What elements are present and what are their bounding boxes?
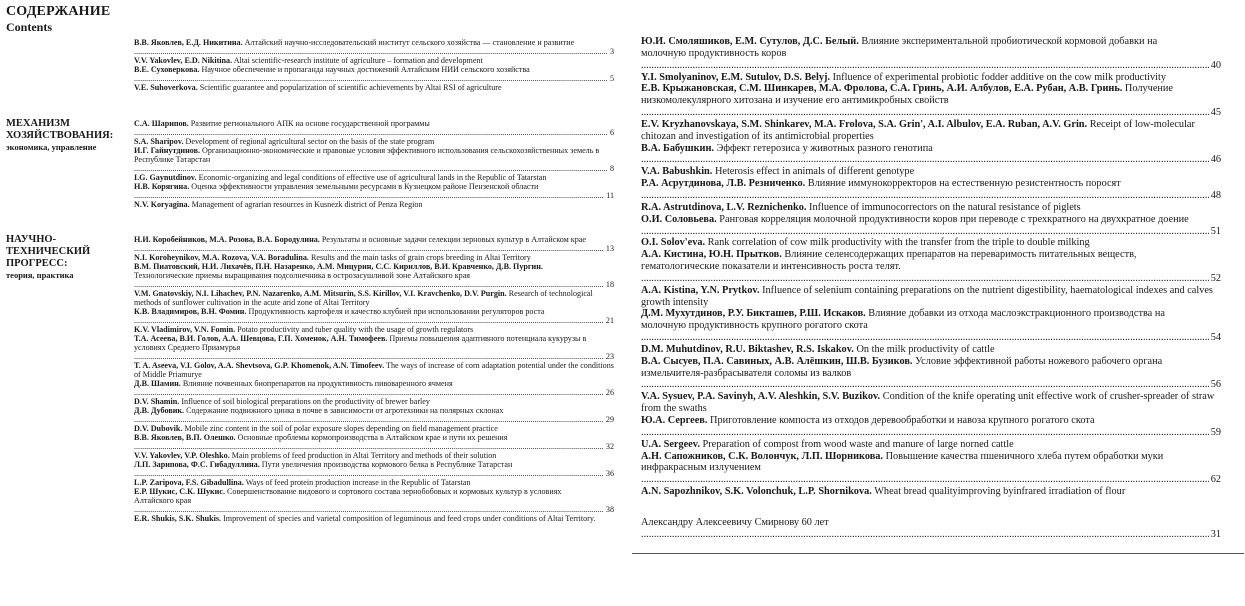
toc-entry-ru xyxy=(641,143,1221,167)
toc-entry-en xyxy=(641,391,1221,415)
section-subtitle: теория, практика xyxy=(6,270,74,280)
toc-entry-authors-ru: К.В. Владимиров, В.Н. Фомин. xyxy=(134,307,247,316)
toc-entry-authors-ru: А.А. Кистина, Ю.Н. Прытков. xyxy=(641,249,782,261)
toc-entry-page: 56 xyxy=(1210,379,1221,391)
toc-entry-en xyxy=(134,514,614,523)
toc-entry-authors-en: D.V. Shamin. xyxy=(134,397,180,406)
toc-entry-page: 13 xyxy=(605,244,614,253)
section-title-line: МЕХАНИЗМ xyxy=(6,118,70,129)
toc-entry-text-en: Preparation of compost from wood waste and manure of large norned cattle xyxy=(702,438,1014,450)
contents-title-ru: СОДЕРЖАНИЕ xyxy=(6,4,111,19)
toc-entry-ru xyxy=(641,249,1221,285)
toc-entry-page: 32 xyxy=(605,442,614,451)
toc-entry-en xyxy=(134,325,614,334)
toc-entry-en xyxy=(641,119,1221,143)
toc-entry-text-en: Rank correlation of cow milk productivity with the transfer from the triple to double milking xyxy=(707,237,1090,249)
toc-entry-text-ru: Продуктивность картофеля и качество клубней при использовании регуляторов роста xyxy=(248,307,545,316)
toc-entry-authors-ru: Н.И. Коробейников, М.А. Розова, В.А. Бородулина. xyxy=(134,235,320,244)
toc-entry-title-ru xyxy=(134,146,600,173)
toc-entry-title-ru xyxy=(134,182,600,200)
toc-entry-page: 21 xyxy=(605,316,614,325)
toc-entry-authors-en: V.A. Babushkin. xyxy=(641,166,713,178)
toc-entry-text-en: Receipt of low-molecular chitozan and investigation of its antimicrobial properties xyxy=(641,118,1195,142)
toc-entry-text-en: Main problems of feed production in Altai Territory and methods of their solution xyxy=(231,451,497,460)
toc-entry-text-en: Altai scientific-research institute of agriculture – formation and development xyxy=(233,56,483,65)
toc-entry-text-en: Influence of selenium containing preparations on the nutrient digestibility, haematological indexes and calves growth intensity xyxy=(641,284,1213,308)
toc-entry-title-ru xyxy=(134,379,600,397)
toc-entry-en xyxy=(641,166,1221,178)
toc-entry-text-ru: Технологические приемы выращивания подсолнечника в острозасушливой зоне Алтайского края xyxy=(134,271,471,280)
toc-entry-title-ru xyxy=(134,235,600,253)
toc-entry-title-ru xyxy=(641,143,1221,166)
toc-entry-authors-ru: О.И. Соловьева. xyxy=(641,213,717,225)
toc-entry-ru xyxy=(641,451,1221,487)
toc-entry-text-en: Mobile zinc content in the soil of polar exposure slopes depending on field management practice xyxy=(184,424,498,433)
toc-entry-en xyxy=(641,202,1221,214)
toc-entry-text-en: Influence of soil biological preparations on the productivity of brewer barley xyxy=(181,397,430,406)
toc-entry-ru xyxy=(641,517,1221,541)
toc-entry-text-ru: Развитие регионального АПК на основе государственной программы xyxy=(190,119,430,128)
anniversary-entry xyxy=(641,517,1221,541)
toc-entry-text-ru: Повышение качества пшеничного хлеба путем обработки муки инфракрасным излучением xyxy=(641,450,1164,474)
toc-entry-title-ru xyxy=(641,214,1221,237)
toc-entry-authors-ru: В.А. Бабушкин. xyxy=(641,142,714,154)
toc-entry-page: 5 xyxy=(609,74,614,83)
toc-entry-authors-en: A.A. Kistina, Y.N. Prytkov. xyxy=(641,284,760,296)
toc-entry-text-ru: Совершенствование видового и сортового состава зернобобовых и кормовых культур в условиях Алтайского края xyxy=(134,487,562,505)
toc-entry-page: 36 xyxy=(605,469,614,478)
toc-entry-text-en: Economic-organizing and legal conditions of effective use of agricultural lands in the Republic of Tatarstan xyxy=(198,173,547,182)
toc-entry-page: 38 xyxy=(605,505,614,514)
toc-entry-text-en: The ways of increase of corn adaptation potential under the conditions of Middle Priamurye xyxy=(134,361,614,379)
toc-entry-text-en: On the milk productivity of cattle xyxy=(856,343,995,355)
toc-entry-text-ru: Условие эффективной работы ножевого рабочего органа измельчителя-разбрасывателя соломы из валков xyxy=(641,355,1163,379)
toc-column-left-intro xyxy=(134,38,614,92)
toc-entry-authors-en: R.A. Astrutdinova, L.V. Reznichenko. xyxy=(641,201,807,213)
contents-title-en: Contents xyxy=(6,20,53,34)
toc-entry-text-ru: Влияние экспериментальной пробиотической кормовой добавки на молочную продуктивность коров xyxy=(641,36,1158,59)
divider-line xyxy=(632,553,1244,554)
toc-entry-text-ru: Результаты и основные задачи селекции зерновых культур в Алтайском крае xyxy=(321,235,586,244)
toc-entry-en xyxy=(134,137,614,146)
toc-entry-page: 11 xyxy=(606,191,614,200)
toc-entry-authors-ru: Д.В. Шамин. xyxy=(134,379,181,388)
toc-entry-ru xyxy=(641,83,1221,119)
toc-entry-text-ru: Пути увеличения производства кормового белка в Республике Татарстан xyxy=(261,460,513,469)
toc-entry-text-ru: Приготовление компоста из отходов деревообработки и навоза крупного рогатого скота xyxy=(710,415,1095,426)
toc-entry-ru xyxy=(134,460,614,478)
toc-column-right xyxy=(641,36,1221,498)
toc-entry-ru xyxy=(641,36,1221,72)
toc-entry-page: 59 xyxy=(1210,426,1221,438)
toc-entry-title-ru xyxy=(641,178,1221,201)
toc-entry-en xyxy=(641,72,1221,84)
toc-entry-en xyxy=(134,200,614,209)
contents-header xyxy=(6,4,110,34)
toc-entry-authors-ru: И.Г. Гайнутдинов. xyxy=(134,146,200,155)
toc-entry-ru xyxy=(641,214,1221,238)
toc-entry-text-ru: Основные проблемы кормопроизводства в Алтайском крае и пути их решения xyxy=(237,433,508,442)
toc-entry-text-en: Improvement of species and varietal composition of leguminous and feed crops under conditions of Altai Territory. xyxy=(223,514,596,523)
toc-entry-ru xyxy=(641,178,1221,202)
section-title-line: ТЕХНИЧЕСКИЙ xyxy=(6,246,91,257)
toc-entry-text-en: Development of regional agricultural sector on the basis of the state program xyxy=(185,137,435,146)
toc-entry-ru xyxy=(641,356,1221,392)
toc-entry-en xyxy=(134,83,614,92)
toc-entry-authors-ru: В.В. Яковлев, В.П. Олешко. xyxy=(134,433,236,442)
toc-entry-text-ru: Получение низкомолекулярного хитозана и изучение его антимикробных свойств xyxy=(641,83,1173,107)
toc-entry-authors-en: V.M. Gnatovskiy, N.I. Lihachev, P.N. Nazarenko, A.M. Mitsurin, S.S. Kirillov, V.I. Kravchenko, D.V. Purgin. xyxy=(134,289,507,298)
toc-entry-ru xyxy=(134,379,614,397)
toc-entry-page: 18 xyxy=(605,280,614,289)
toc-entry-ru xyxy=(134,487,614,514)
toc-entry-authors-ru: Ю.И. Смоляшиков, Е.М. Сутулов, Д.С. Белый. xyxy=(641,36,859,47)
toc-entry-en xyxy=(134,424,614,433)
toc-entry-authors-en: E.V. Kryzhanovskaya, S.M. Shinkarev, M.A. Frolova, S.A. Grin', A.I. Albulov, E.A. Ruban, A.V. Grin. xyxy=(641,118,1088,130)
toc-entry-title: Александру Алексеевичу Смирнову 60 лет ..... xyxy=(641,517,1221,540)
toc-entry-en xyxy=(134,289,614,307)
toc-entry-title-ru xyxy=(641,415,1221,438)
toc-column-left-section1 xyxy=(134,119,614,209)
toc-entry-authors-en: V.A. Sysuev, P.A. Savinyh, A.V. Aleshkin, S.V. Buzikov. xyxy=(641,391,881,403)
section-subtitle: экономика, управление xyxy=(6,142,97,152)
toc-entry-ru xyxy=(641,415,1221,439)
toc-entry-page: 48 xyxy=(1210,189,1221,201)
toc-entry-ru xyxy=(134,65,614,83)
toc-entry-authors-en: O.I. Solov'eva. xyxy=(641,237,706,249)
toc-entry-text-en: Heterosis effect in animals of different genotype xyxy=(714,166,915,178)
toc-entry-ru xyxy=(134,433,614,451)
toc-entry-authors-ru: Ю.А. Сергеев. xyxy=(641,415,708,426)
toc-entry-authors-en: A.N. Sapozhnikov, S.K. Volonchuk, L.P. Shornikova. xyxy=(641,486,872,498)
toc-entry-page: 26 xyxy=(605,388,614,397)
toc-entry-title-ru xyxy=(641,36,1221,71)
toc-entry-text-ru: Влияние почвенных биопрепаратов на продуктивность пивоваренного ячменя xyxy=(182,379,453,388)
toc-entry-title-ru xyxy=(641,308,1221,343)
toc-entry-text-en: Management of agrarian resources in Kusnezk district of Penza Region xyxy=(191,200,423,209)
toc-entry-page: 40 xyxy=(1210,59,1221,71)
toc-entry-authors-ru: В.М. Пиатовский, Н.И. Лихачёв, П.Н. Назаренко, А.М. Мицурин, С.С. Кириллов, В.И. Кравченко, Д.В. Пургин. xyxy=(134,262,543,271)
toc-entry-en xyxy=(641,344,1221,356)
toc-entry-text-en: Wheat bread qualityimproving byinfrared irradiation of flour xyxy=(874,486,1126,498)
toc-entry-ru xyxy=(641,308,1221,344)
toc-entry-page: 8 xyxy=(609,164,614,173)
section-title-line: НАУЧНО- xyxy=(6,234,57,245)
toc-entry-authors-en: Y.I. Smolyaninov, E.M. Sutulov, D.S. Belyj. xyxy=(641,71,831,83)
toc-entry-ru xyxy=(134,262,614,289)
toc-entry-text-en: Influence of immunocorrectors on the natural resistance of piglets xyxy=(809,201,1081,213)
toc-entry-text-ru: Влияние добавки из отхода маслоэкстракционного производства на молочную продуктивность крупного рогатого скота xyxy=(641,308,1165,332)
toc-entry-authors-ru: В.В. Яковлев, Е.Д. Никитина. xyxy=(134,38,243,47)
toc-entry-title-ru xyxy=(134,460,600,478)
toc-entry-page: 29 xyxy=(605,415,614,424)
toc-entry-title-ru xyxy=(641,249,1221,284)
toc-entry-authors-ru: Д.М. Мухутдинов, Р.У. Бикташев, Р.Ш. Искаков. xyxy=(641,308,866,320)
toc-entry-text-en: Scientific guarantee and popularization of scientific achievements by Altai RSI of agriculture xyxy=(199,83,502,92)
toc-entry-en xyxy=(134,478,614,487)
toc-entry-authors-en: U.A. Sergeev. xyxy=(641,438,700,450)
toc-entry-ru xyxy=(134,38,614,56)
section-title-line: ХОЗЯЙСТВОВАНИЯ: xyxy=(6,130,114,141)
toc-entry-authors-en: T. A. Aseeva, V.I. Golov, A.A. Shevtsova, G.P. Khomenok, A.N. Timofeev. xyxy=(134,361,385,370)
toc-entry-authors-en: S.A. Sharipov. xyxy=(134,137,184,146)
toc-entry-page: 6 xyxy=(609,128,614,137)
toc-entry-authors-en: D.V. Dubovik. xyxy=(134,424,183,433)
toc-entry-en xyxy=(134,173,614,182)
toc-entry-en xyxy=(641,439,1221,451)
toc-entry-text-ru: Оценка эффективности управления земельными ресурсами в Кузнецком районе Пензенской области xyxy=(191,182,539,191)
toc-entry-ru xyxy=(134,119,614,137)
toc-entry-authors-ru: А.Н. Сапожников, С.К. Волончук, Л.П. Шорникова. xyxy=(641,450,883,462)
toc-entry-text-en: Potato productivity and tuber quality with the usage of growth regulators xyxy=(237,325,474,334)
toc-entry-authors-ru: Е.В. Крыжановская, С.М. Шинкарев, М.А. Фролова, С.А. Гринь, А.И. Албулов, Е.А. Рубан, А.В. Гринь. xyxy=(641,83,1123,95)
section-heading-progress xyxy=(6,234,128,280)
toc-entry-text-en: Ways of feed protein production increase in the Republic of Tatarstan xyxy=(245,478,471,487)
toc-entry-authors-en: E.R. Shukis, S.K. Shukis. xyxy=(134,514,222,523)
toc-entry-en xyxy=(134,397,614,406)
toc-entry-title-ru xyxy=(134,119,600,137)
toc-entry-ru xyxy=(134,334,614,361)
toc-entry-title-ru xyxy=(134,65,600,83)
toc-entry-authors-en: I.G. Gaynutdinov. xyxy=(134,173,197,182)
toc-entry-text-ru: Содержание подвижного цинка в почве в зависимости от агротехники на полярных склонах xyxy=(186,406,504,415)
toc-entry-title-ru xyxy=(641,356,1221,391)
toc-entry-title-ru xyxy=(134,334,600,361)
toc-entry-page: 45 xyxy=(1210,107,1221,119)
toc-entry-text-en: Research of technological methods of sunflower cultivation in the acute arid zone of Altai Territory xyxy=(134,289,593,307)
toc-entry-title-ru xyxy=(134,38,600,56)
toc-entry-authors-ru: Р.А. Асрутдинова, Л.В. Резниченко. xyxy=(641,178,806,190)
toc-entry-authors-en: V.V. Yakovlev, E.D. Nikitina. xyxy=(134,56,233,65)
toc-entry-authors-en: D.M. Muhutdinov, R.U. Biktashev, R.S. Iskakov. xyxy=(641,343,854,355)
toc-entry-text-en: Condition of the knife operating unit effective work of crusher-spreader of straw from the swaths xyxy=(641,391,1215,415)
toc-entry-authors-en: V.E. Suhoverkova. xyxy=(134,83,198,92)
toc-entry-title-ru xyxy=(134,487,600,514)
toc-entry-text-en: Influence of experimental probiotic fodder additive on the cow milk productivity xyxy=(832,71,1166,83)
toc-entry-page: 51 xyxy=(1210,225,1221,237)
toc-entry-title-ru xyxy=(134,433,600,451)
toc-entry-authors-ru: В.Е. Суховеркова. xyxy=(134,65,200,74)
toc-entry-ru xyxy=(134,182,614,200)
toc-entry-text-ru: Влияние иммунокорректоров на естественную резистентность поросят xyxy=(807,178,1121,190)
toc-entry-page: 62 xyxy=(1210,474,1221,486)
section-title-line: ПРОГРЕСС: xyxy=(6,258,68,269)
toc-entry-authors-ru: В.А. Сысуев, П.А. Савиных, А.В. Алёшкин, Ш.В. Бузиков. xyxy=(641,355,913,367)
toc-entry-text-ru: Приемы повышения адаптивного потенциала кукурузы в условиях Среднего Приамурья xyxy=(134,334,587,352)
toc-entry-text-ru: Ранговая корреляция молочной продуктивности коров при переводе с трехкратного на двухкратное доение xyxy=(719,213,1189,225)
toc-entry-page: 52 xyxy=(1210,272,1221,284)
toc-entry-authors-en: K.V. Vladimirov, V.N. Fomin. xyxy=(134,325,236,334)
toc-entry-en xyxy=(641,237,1221,249)
toc-entry-text-ru: Научное обеспечение и пропаганда научных достижений Алтайским НИИ сельского хозяйства xyxy=(201,65,530,74)
toc-entry-text-ru: Влияние селенсодержащих препаратов на переваримость питательных веществ, гематологические показатели и интенсивность роста телят. xyxy=(641,249,1137,273)
toc-entry-authors-ru: Н.В. Корягина. xyxy=(134,182,190,191)
toc-entry-text-ru: Эффект гетерозиса у животных разного генотипа xyxy=(716,142,933,154)
toc-entry-ru xyxy=(134,307,614,325)
toc-entry-ru xyxy=(134,406,614,424)
toc-entry-title-ru xyxy=(134,406,600,424)
toc-entry-authors-ru: Д.В. Дубовик. xyxy=(134,406,185,415)
toc-entry-page: 54 xyxy=(1210,332,1221,344)
toc-entry-text-ru: Алтайский научно-исследовательский институт сельского хозяйства — становление и развитие xyxy=(244,38,575,47)
toc-entry-ru xyxy=(134,235,614,253)
toc-entry-title-ru xyxy=(641,451,1221,486)
toc-entry-authors-ru: Е.Р. Шукис, С.К. Шукис. xyxy=(134,487,225,496)
toc-entry-page: 23 xyxy=(605,352,614,361)
toc-entry-authors-ru: Т.А. Асеева, В.И. Голов, А.А. Шевцова, Г.П. Хоменок, А.Н. Тимофеев. xyxy=(134,334,388,343)
toc-entry-en xyxy=(134,361,614,379)
toc-entry-text-ru: Организационно-экономические и правовые условия эффективного использования сельскохозяйственных земель в Республике Татарстан xyxy=(134,146,600,164)
toc-entry-text-en: Results and the main tasks of grain crops breeding in Altai Territory xyxy=(310,253,531,262)
toc-entry-page: 31 xyxy=(1210,528,1221,540)
toc-entry-authors-en: L.P. Zaripova, F.S. Gibadullina. xyxy=(134,478,244,487)
toc-entry-authors-en: V.V. Yakovlev, V.P. Oleshko. xyxy=(134,451,230,460)
toc-entry-page: 46 xyxy=(1210,154,1221,166)
toc-entry-authors-en: N.V. Koryagina. xyxy=(134,200,190,209)
toc-entry-authors-ru: Л.П. Зарипова, Ф.С. Гибадуллина. xyxy=(134,460,260,469)
toc-entry-title-ru xyxy=(641,83,1221,118)
toc-entry-page: 3 xyxy=(609,47,614,56)
toc-entry-en xyxy=(641,285,1221,309)
toc-entry-en xyxy=(134,56,614,65)
toc-entry-en xyxy=(134,253,614,262)
toc-entry-authors-ru: С.А. Шарипов. xyxy=(134,119,189,128)
toc-entry-authors-en: N.I. Koroheynikov, M.A. Rozova, V.A. Boradulina. xyxy=(134,253,309,262)
toc-entry-ru xyxy=(134,146,614,173)
toc-column-left-section2 xyxy=(134,235,614,523)
toc-entry-en xyxy=(641,486,1221,498)
toc-entry-en xyxy=(134,451,614,460)
toc-entry-title-ru xyxy=(134,307,600,325)
section-heading-economics xyxy=(6,118,128,152)
toc-entry-title-ru xyxy=(134,262,600,289)
